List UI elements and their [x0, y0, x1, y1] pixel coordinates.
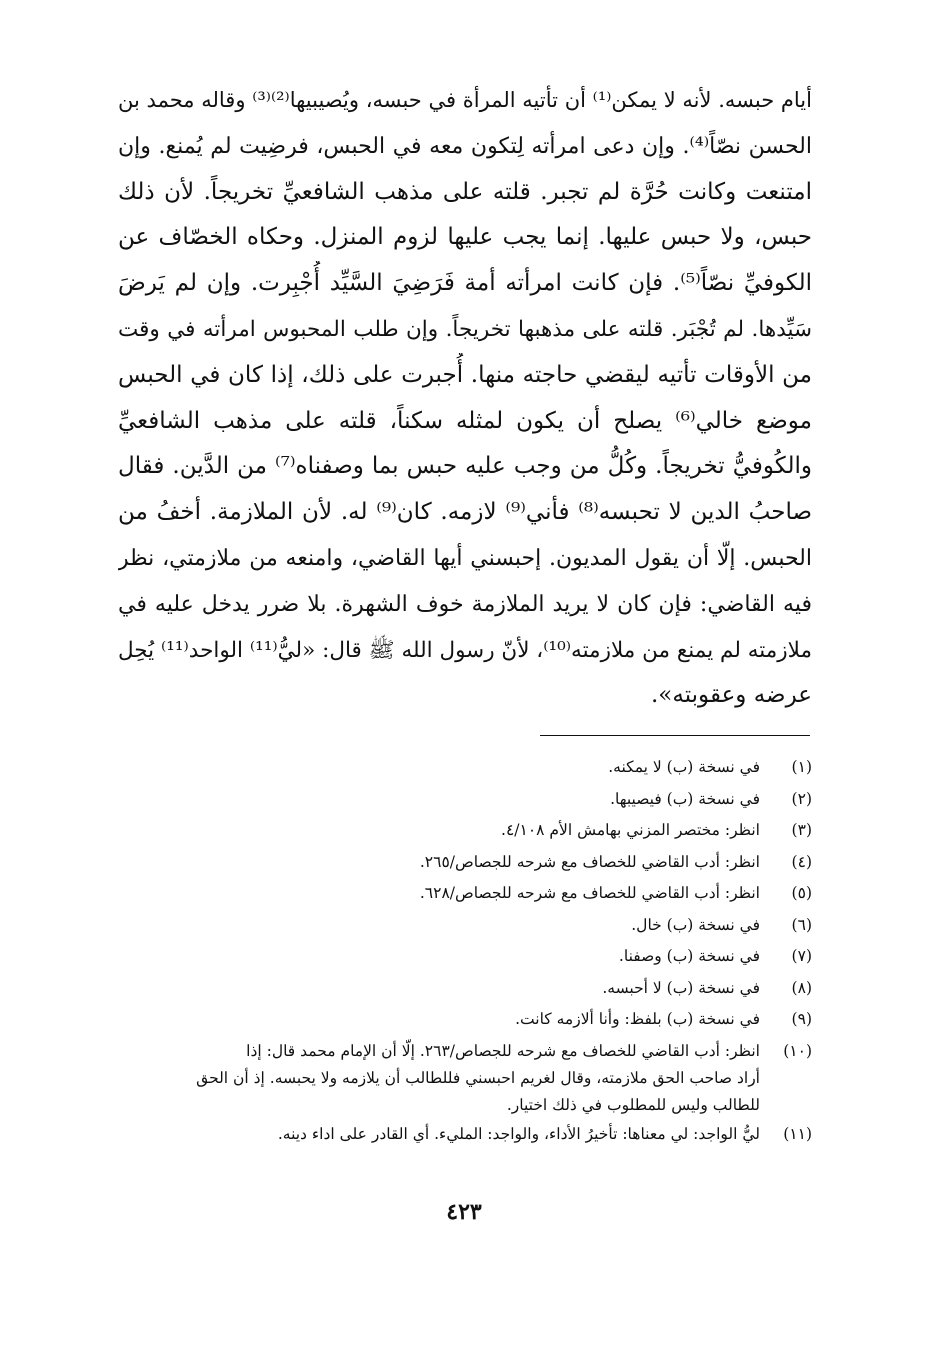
- footnote-number: (١٠): [783, 1041, 812, 1060]
- footnote-line: في نسخة (ب) لا أحبسه.: [602, 978, 760, 997]
- footnote: [100, 878, 812, 910]
- main-text-line: أيام حبسه. لأنه لا يمكن⁽¹⁾ أن تأتيه المرأة في حبسه، ويُصيبيها⁽²⁾⁽³⁾ وقاله محمد بن: [118, 88, 812, 112]
- main-text-line: ملازمته لم يمنع من ملازمته⁽¹⁰⁾، لأنّ رسول الله ﷺ قال: «ليُّ⁽¹¹⁾ الواحد⁽¹¹⁾ يُحِل: [118, 637, 812, 663]
- page-number: ٤٢٣: [446, 1199, 482, 1225]
- footnote-line: انظر: أدب القاضي للخصاف مع شرحه للجصاص/٦٢٨.: [419, 884, 760, 902]
- footnote-text: [100, 1036, 760, 1119]
- footnote-text: [100, 1004, 760, 1036]
- footnote-number: (٨): [791, 978, 812, 997]
- footnote-line: في نسخة (ب) بلفظ: وأنا ألازمه كانت.: [515, 1010, 760, 1028]
- footnote-text: [100, 815, 760, 847]
- footnote: [100, 1004, 812, 1036]
- footnote-number: (١١): [783, 1124, 812, 1143]
- footnote-line: في نسخة (ب) خال.: [631, 915, 760, 934]
- main-text-line: الحبس. إلّا أن يقول المديون. إحبسني أيها القاضي، وامنعه من ملازمتي، نظر: [118, 545, 812, 571]
- footnote: [100, 1036, 812, 1119]
- footnote-line: ليُّ الواجد: لي معناها: تأخيرُ الأداء، والواجد: المليء. أي القادر على اداء دينه.: [277, 1124, 760, 1143]
- main-text-line: عرضه وعقوبته».: [651, 682, 812, 709]
- footnote-line: في نسخة (ب) لا يمكنه.: [608, 758, 760, 776]
- footnote-line: أراد صاحب الحق ملازمته، وقال لغريم احبسني فللطالب أن يلازمه ولا يحبسه. إذ أن الحق: [196, 1068, 760, 1087]
- footnote-text: [100, 910, 760, 942]
- footnote: [100, 1119, 812, 1151]
- footnote-line: للطالب وليس للمطلوب في ذلك اختيار.: [506, 1095, 760, 1114]
- footnote-text: [100, 973, 760, 1005]
- main-text-line: فيه القاضي: فإن كان لا يريد الملازمة خوف الشهرة. بلا ضرر يدخل عليه في: [118, 591, 812, 617]
- footnote-text: [100, 941, 760, 973]
- footnote: [100, 752, 812, 784]
- footnote-line: انظر: أدب القاضي للخصاف مع شرحه للجصاص/٢٦٥.: [419, 852, 760, 871]
- main-text-line: والكُوفيُّ تخريجاً. وكُلُّ من وجب عليه حبس بما وصفناه⁽⁷⁾ من الدَّين. فقال: [118, 453, 812, 480]
- footnote-number: (٥): [791, 884, 812, 902]
- main-text-line: حبس، ولا حبس عليها. إنما يجب عليها لزوم المنزل. وحكاه الخصّاف عن: [118, 224, 812, 251]
- main-text-line: من الأوقات تأتيه ليقضي حاجته منها. أُجبرت على ذلك، إذا كان في الحبس: [118, 361, 812, 388]
- footnote-number: (١): [791, 758, 812, 776]
- footnote-line: في نسخة (ب) فيصيبها.: [610, 789, 760, 808]
- footnote: [100, 910, 812, 942]
- footnote: [100, 847, 812, 879]
- main-text-line: موضع خالي⁽⁶⁾ يصلح أن يكون لمثله سكناً، قلته على مذهب الشافعيِّ: [118, 407, 812, 434]
- footnote: [100, 941, 812, 973]
- footnote: [100, 973, 812, 1005]
- main-text-line: صاحبُ الدين لا تحبسه⁽⁸⁾ فأني⁽⁹⁾ لازمه. كان⁽⁹⁾ له. لأن الملازمة. أخفُ من: [118, 499, 812, 526]
- main-text-line: الكوفيِّ نصّاً⁽⁵⁾. فإن كانت امرأته أمة فَرَضِيَ السَّيِّد أُجْبِرت. وإن لم يَرضَ: [118, 270, 812, 297]
- footnote-number: (٤): [791, 852, 812, 871]
- main-text-line: الحسن نصّاً⁽⁴⁾. وإن دعى امرأته لِتكون معه في الحبس، فرضِيت لم يُمنع. وإن: [118, 133, 812, 159]
- footnote: [100, 815, 812, 847]
- footnote: [100, 784, 812, 816]
- footnotes: [100, 752, 812, 1150]
- footnote-text: [100, 784, 760, 816]
- main-text-line: امتنعت وكانت حُرَّة لم تجبر. قلته على مذهب الشافعيِّ تخريجاً. لأن ذلك: [118, 178, 812, 205]
- main-text-line: سَيِّدها. لم تُجْبَر. قلته على مذهبها تخريجاً. وإن طلب المحبوس امرأته في وقت: [118, 316, 812, 342]
- footnote-number: (٦): [791, 915, 812, 934]
- footnote-text: [100, 752, 760, 784]
- footnote-separator: [540, 735, 810, 736]
- footnote-number: (٩): [791, 1010, 812, 1028]
- footnote-number: (٢): [791, 789, 812, 808]
- footnote-line: انظر: مختصر المزني بهامش الأم ٤/١٠٨.: [501, 821, 760, 839]
- footnote-number: (٧): [791, 947, 812, 965]
- footnote-text: [100, 847, 760, 879]
- footnote-text: [100, 878, 760, 910]
- footnote-line: انظر: أدب القاضي للخصاف مع شرحه للجصاص/٢٦٣. إلّا أن الإمام محمد قال: إذا: [246, 1041, 760, 1060]
- footnote-text: [100, 1119, 760, 1151]
- main-text-block: [118, 78, 812, 719]
- footnote-line: في نسخة (ب) وصفنا.: [618, 947, 760, 965]
- footnote-number: (٣): [791, 821, 812, 839]
